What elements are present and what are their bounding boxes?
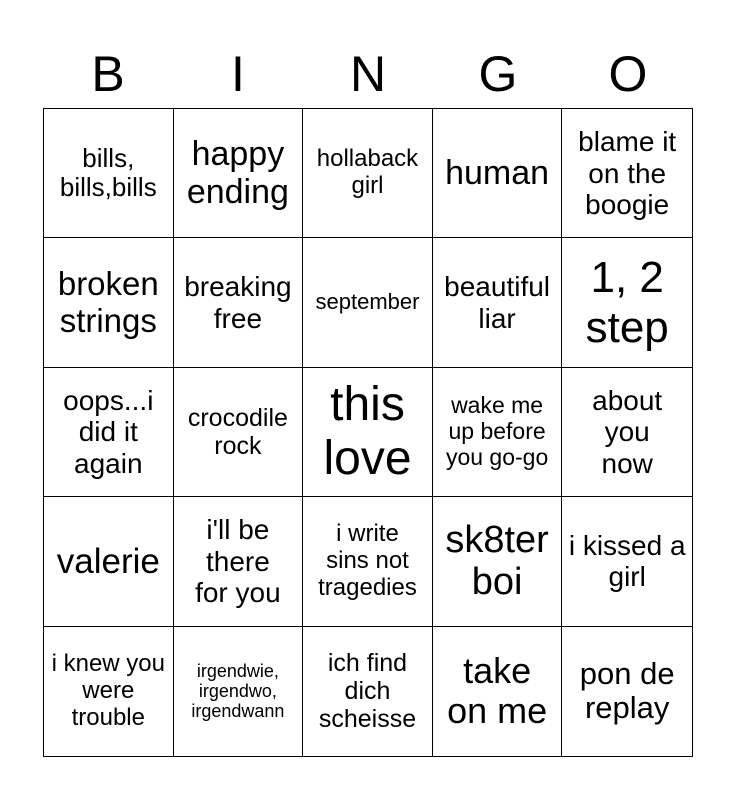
bingo-cell[interactable] <box>562 368 692 497</box>
bingo-cell-text: wake me up before you go-go <box>445 392 549 470</box>
bingo-cell[interactable] <box>433 627 563 756</box>
bingo-cell[interactable] <box>174 109 304 238</box>
bingo-cell[interactable] <box>433 497 563 626</box>
bingo-cell-text: hollaback girl <box>316 145 419 200</box>
bingo-cell[interactable] <box>433 238 563 367</box>
bingo-cell[interactable] <box>433 368 563 497</box>
bingo-cell[interactable] <box>44 109 174 238</box>
bingo-cell-text: i knew you were trouble <box>51 649 165 731</box>
bingo-cell-text: blame it on the boogie <box>578 126 677 220</box>
bingo-cell-text: beautiful liar <box>444 271 551 334</box>
bingo-cell-text: breaking free <box>184 271 292 334</box>
bingo-cell[interactable] <box>44 497 174 626</box>
bingo-cell[interactable] <box>562 497 692 626</box>
bingo-cell-text: pon de replay <box>579 655 675 726</box>
bingo-cell[interactable] <box>174 497 304 626</box>
bingo-cell[interactable] <box>303 627 433 756</box>
bingo-cell[interactable] <box>303 238 433 367</box>
bingo-board <box>43 108 693 757</box>
bingo-cell-text: irgendwie, irgendwo, irgendwann <box>191 661 285 722</box>
bingo-cell-text: this love <box>323 378 412 485</box>
header-letter-i: I <box>231 46 245 102</box>
bingo-cell-text: i write sins not tragedies <box>318 520 417 601</box>
bingo-cell-text: about you now <box>592 384 663 479</box>
bingo-cell-text: take on me <box>447 649 548 732</box>
bingo-cell-text: crocodile rock <box>187 403 288 460</box>
bingo-cell[interactable] <box>44 368 174 497</box>
header-letter-b: B <box>91 46 125 102</box>
bingo-cell-text: bills, bills,bills <box>59 143 157 203</box>
bingo-cell-text: oops...i did it again <box>63 384 154 479</box>
bingo-cell-text: i kissed a girl <box>568 530 686 593</box>
bingo-cell[interactable] <box>562 238 692 367</box>
bingo-cell[interactable] <box>562 109 692 238</box>
bingo-cell-text: broken strings <box>57 264 159 339</box>
bingo-cell[interactable] <box>303 497 433 626</box>
bingo-cell[interactable] <box>174 368 304 497</box>
bingo-cell[interactable] <box>303 109 433 238</box>
bingo-cell-text: 1, 2 step <box>585 253 669 352</box>
bingo-cell[interactable] <box>44 627 174 756</box>
bingo-cell[interactable] <box>562 627 692 756</box>
bingo-cell[interactable] <box>174 627 304 756</box>
bingo-cell[interactable] <box>44 238 174 367</box>
header-letter-g: G <box>478 46 518 102</box>
bingo-cell-text: i'll be there for you <box>195 514 281 609</box>
bingo-cell-text: valerie <box>56 541 160 581</box>
bingo-cell-text: happy ending <box>186 135 289 212</box>
bingo-cell-text: ich find dich scheisse <box>318 649 417 734</box>
bingo-cell-text: human <box>445 154 550 193</box>
bingo-cell[interactable] <box>303 368 433 497</box>
header-letter-n: N <box>349 46 387 102</box>
bingo-cell[interactable] <box>433 109 563 238</box>
header-letter-o: O <box>608 46 648 102</box>
bingo-cell[interactable] <box>174 238 304 367</box>
bingo-cell-text: september <box>315 289 420 315</box>
bingo-header <box>43 40 693 108</box>
bingo-cell-text: sk8ter boi <box>445 518 549 604</box>
